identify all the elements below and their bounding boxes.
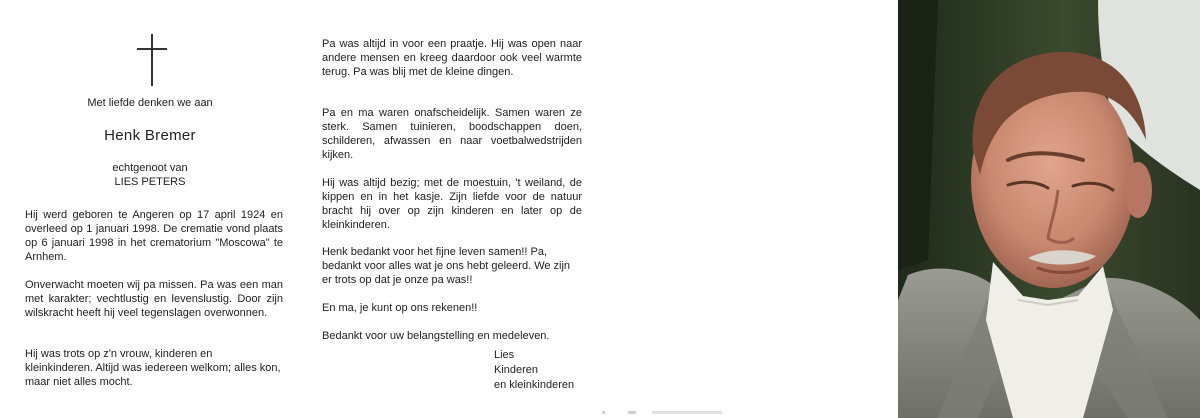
signature-line: Lies	[494, 349, 515, 361]
latin-cross-icon	[137, 34, 167, 86]
together-paragraph: Pa en ma waren onafscheidelijk. Samen waren ze sterk. Samen tuinieren, boodschappen doen, schilderen, afwassen en naar voetbalwedstrijden kijken.	[322, 107, 582, 161]
spouse-block	[0, 161, 300, 189]
left-panel	[0, 0, 300, 418]
print-marks	[600, 404, 898, 418]
ma-paragraph: En ma, je kunt op ons rekenen!!	[322, 302, 478, 314]
signature-line: Kinderen	[494, 364, 539, 376]
spouse-name: LIES PETERS	[114, 176, 186, 188]
spouse-label: echtgenoot van	[112, 162, 188, 174]
intro-text: Met liefde denken we aan	[87, 97, 213, 109]
portrait-photo	[898, 0, 1200, 418]
deceased-name: Henk Bremer	[104, 127, 196, 144]
blank-panel	[600, 0, 898, 418]
birth-death-paragraph: Hij werd geboren te Angeren op 17 april 1924 en overleed op 1 januari 1998. De crematie vond plaats op 6 januari 1998 in het crematorium "Moscowa" te Arnhem.	[25, 209, 283, 263]
signature-line: en kleinkinderen	[494, 379, 575, 391]
thanks-paragraph: Henk bedankt voor het fijne leven samen!! Pa, bedankt voor alles wat je ons hebt geleerd. We zijn er trots op dat je onze pa was!!	[322, 246, 571, 286]
character-paragraph: Onverwacht moeten wij pa missen. Pa was een man met karakter; vechtlustig en levenslustig. Door zijn wilskracht heeft hij veel tegenslagen overwonnen.	[25, 279, 283, 319]
middle-panel	[300, 0, 600, 418]
gratitude-paragraph: Bedankt voor uw belangstelling en medeleven.	[322, 330, 550, 342]
praatje-paragraph: Pa was altijd in voor een praatje. Hij was open naar andere mensen en kreeg daardoor ook veel warmte terug. Pa was blij met de kleine dingen.	[322, 38, 582, 78]
signature-block	[494, 348, 574, 393]
family-paragraph: Hij was trots op z'n vrouw, kinderen en kleinkinderen. Altijd was iedereen welkom; alles kon, maar niet alles mocht.	[25, 348, 281, 388]
hobbies-paragraph: Hij was altijd bezig; met de moestuin, 't weiland, de kippen en in het kasje. Zijn liefde voor de natuur bracht hij over op zijn kinderen en later op de kleinkinderen.	[322, 177, 582, 231]
